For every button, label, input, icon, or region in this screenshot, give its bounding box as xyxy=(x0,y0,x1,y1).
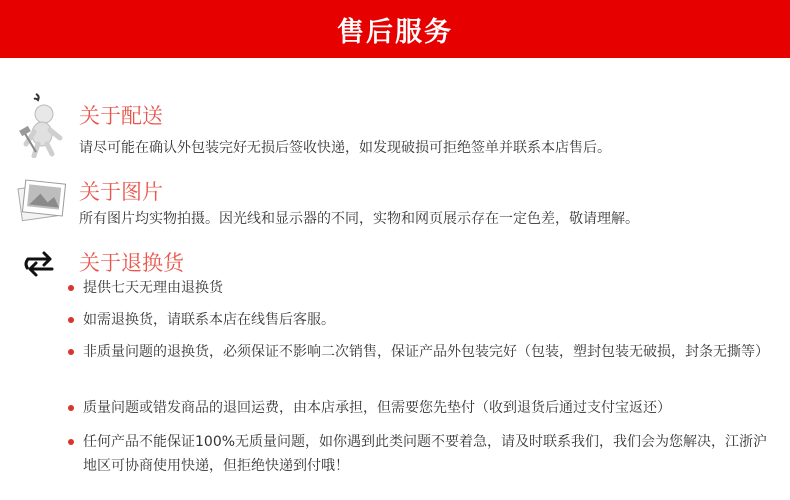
list-item xyxy=(68,430,780,478)
bullet-dot xyxy=(68,439,74,445)
bullet-dot xyxy=(68,349,74,355)
bullet-dot xyxy=(68,285,74,291)
section-delivery xyxy=(0,92,790,162)
section-desc-pictures: 所有图片均实物拍摄。因光线和显示器的不同，实物和网页展示存在一定色差，敬请理解。 xyxy=(79,211,639,227)
photo-icon xyxy=(14,172,70,238)
list-item-text: 如需退换货，请联系本店在线售后客服。 xyxy=(83,312,335,328)
list-item xyxy=(68,276,780,300)
list-item xyxy=(68,340,780,388)
list-item xyxy=(68,396,780,420)
list-item xyxy=(68,308,780,332)
section-title-delivery: 关于配送 xyxy=(79,104,163,128)
list-item-text: 任何产品不能保证100%无质量问题，如你遇到此类问题不要着急，请及时联系我们，我们会为您解决，江浙沪地区可协商使用快递，但拒绝快递到付哦！ xyxy=(83,434,768,474)
bullet-dot xyxy=(68,317,74,323)
section-pictures xyxy=(0,172,790,232)
section-desc-delivery: 请尽可能在确认外包装完好无损后签收快递，如发现破损可拒绝签单并联系本店售后。 xyxy=(79,140,611,156)
page-title: 售后服务 xyxy=(337,16,453,48)
section-title-returns: 关于退换货 xyxy=(79,251,184,275)
section-title-pictures: 关于图片 xyxy=(79,180,163,204)
list-item-text: 质量问题或错发商品的退回运费，由本店承担，但需要您先垫付（收到退货后通过支付宝返还） xyxy=(83,400,671,416)
exchange-arrows-icon xyxy=(22,249,58,279)
list-item-text: 提供七天无理由退换货 xyxy=(83,280,223,296)
header-banner xyxy=(0,0,790,58)
list-item-text: 非质量问题的退换货，必须保证不影响二次销售，保证产品外包装完好（包装，塑封包装无破损，封条无撕等） xyxy=(83,344,769,360)
person-with-hammer-icon xyxy=(14,92,70,158)
bullet-dot xyxy=(68,405,74,411)
